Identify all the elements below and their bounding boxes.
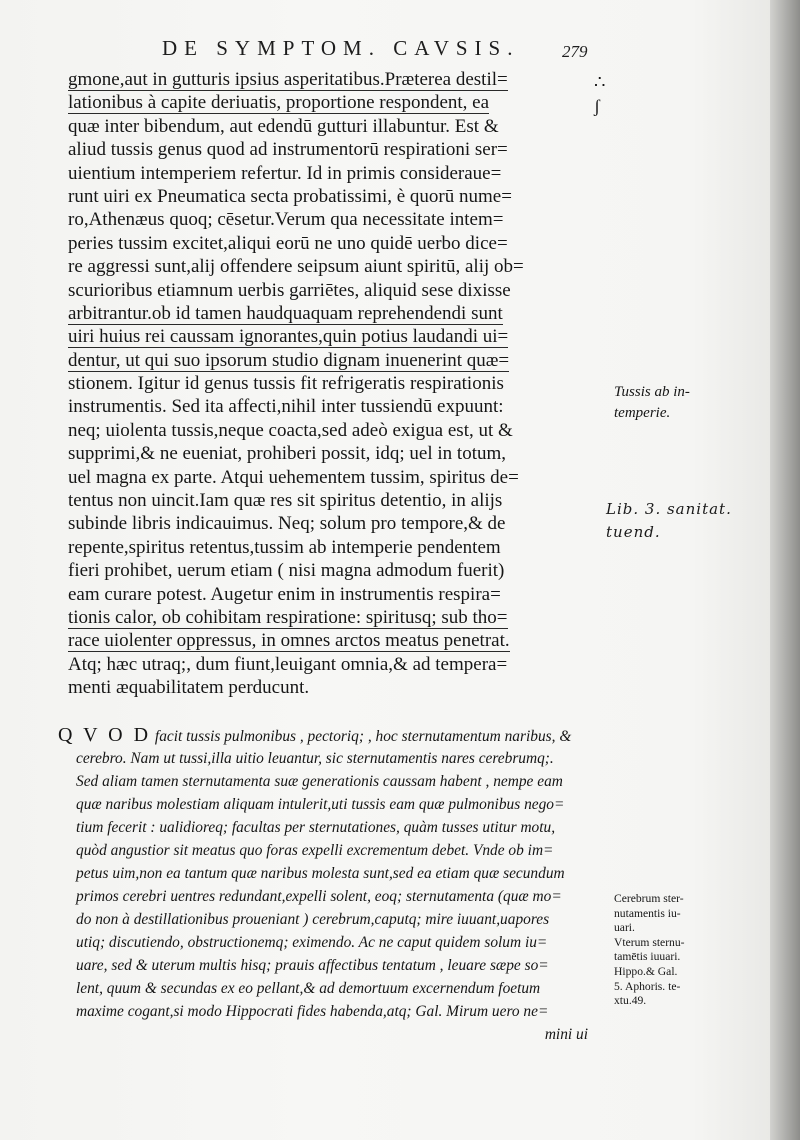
running-head: DE SYMPTOM. CAVSIS.	[162, 36, 520, 60]
text-line: supprimi,& ne eueniat, prohiberi possit, idq; uel in totum,	[68, 443, 507, 465]
text-line: re aggressi sunt,alij offendere seipsum aiunt spiritū, alij ob=	[68, 256, 524, 278]
commentary-line: primos cerebri uentres redundant,expelli solent, eoq; sternutamenta (quæ mo=	[76, 888, 562, 905]
text-line	[68, 325, 598, 348]
handwritten-mark: ʃ	[594, 96, 600, 116]
text-line	[68, 68, 598, 91]
text-line: stionem. Igitur id genus tussis fit refrigeratis respirationis	[68, 373, 504, 395]
commentary-line: do non à destillationibus proueniant ) cerebrum,caputq; mire iuuant,uapores	[76, 911, 550, 928]
text-line	[68, 91, 598, 114]
text-line	[68, 302, 598, 325]
text-line	[68, 349, 598, 372]
page-number: 279	[562, 42, 588, 61]
underlined-text: arbitrantur.ob id tamen haudquaquam reprehendendi sunt	[68, 302, 503, 324]
commentary-block	[58, 724, 594, 1046]
underlined-text: dentur, ut qui suo ipsorum studio dignam inuenerint quæ=	[68, 349, 510, 371]
margin-note-tussis	[614, 382, 714, 424]
text-line: scurioribus etiamnum uerbis garriētes, aliquid sese dixisse	[68, 279, 511, 301]
margin-note-line: Hippo.& Gal.	[614, 964, 678, 978]
commentary-lead-word: Q V O D	[58, 724, 152, 746]
commentary-line: tium fecerit : ualidioreq; facultas per sternutationes, quàm tusses utitur motu,	[76, 819, 556, 836]
text-line: peries tussim excitet,aliqui eorū ne uno quidē uerbo dice=	[68, 232, 508, 254]
margin-note-line: nutamentis iu-	[614, 906, 681, 920]
text-line: uel magna ex parte. Atqui uehementem tussim, spiritus de=	[68, 466, 519, 488]
page-header	[162, 36, 602, 70]
text-line: menti æquabilitatem perducunt.	[68, 677, 310, 699]
commentary-line: quæ naribus molestiam aliquam intulerit,uti tussis eam quæ pulmonibus nego=	[76, 796, 565, 813]
handwritten-margin-note	[606, 498, 766, 544]
margin-note-line: 5. Aphoris. te-	[614, 979, 681, 993]
text-line: neq; uiolenta tussis,neque coacta,sed adeò exigua est, ut &	[68, 419, 513, 441]
underlined-text: lationibus à capite deriuatis, proportione respondent, ea	[68, 92, 490, 114]
text-line: uientium intemperiem refertur. Id in primis consideraue=	[68, 162, 502, 184]
underlined-text: uiri huius rei caussam ignorantes,quin potius laudandi ui=	[68, 326, 509, 348]
handwritten-line: Lib. 3. sanitat.	[606, 500, 732, 518]
commentary-line: utiq; discutiendo, obstructionemq; eximendo. Ac ne caput quidem solum iu=	[76, 934, 548, 951]
text-line	[68, 629, 598, 652]
margin-note-line: tamētis iuuari.	[614, 950, 681, 964]
main-text-block	[68, 68, 598, 700]
underlined-text: race uiolenter oppressus, in omnes arctos meatus penetrat.	[68, 630, 510, 652]
commentary-line	[58, 724, 594, 747]
margin-note-line: Cerebrum ster-	[614, 892, 684, 905]
commentary-line: mini ui	[544, 1026, 588, 1043]
handwritten-line: tuend.	[606, 523, 661, 541]
margin-note-line: xtu.49.	[614, 994, 647, 1008]
page-gutter-shadow	[770, 0, 800, 1140]
commentary-line: quòd angustior sit meatus quo foras expelli excrementum debet. Vnde ob im=	[76, 842, 554, 859]
commentary-text: facit tussis pulmonibus , pectoriq; , hoc sternutamentum naribus, &	[154, 728, 572, 745]
margin-note-cerebrum	[614, 892, 764, 1009]
margin-note-line: temperie.	[614, 405, 671, 421]
underlined-text: tionis calor, ob cohibitam respiratione: spiritusq; sub tho=	[68, 606, 508, 628]
margin-note-line: Vterum sternu-	[614, 935, 685, 949]
text-line: quæ inter bibendum, aut edendū gutturi illabuntur. Est &	[68, 115, 499, 137]
underlined-text: gmone,aut in gutturis ipsius asperitatibus.Præterea destil=	[68, 69, 508, 90]
commentary-line: maxime cogant,si modo Hippocrati fides habenda,atq; Gal. Mirum uero ne=	[76, 1003, 549, 1020]
text-line: ro,Athenæus quoq; cēsetur.Verum qua necessitate intem=	[68, 209, 504, 231]
text-line: subinde libris indicauimus. Neq; solum pro tempore,& de	[68, 513, 506, 535]
commentary-line: cerebro. Nam ut tussi,illa uitio leuantur, sic sternutamentis nares cerebrumq;.	[76, 750, 554, 767]
text-line: instrumentis. Sed ita affecti,nihil inter tussiendū expuunt:	[68, 396, 504, 418]
margin-note-line: Tussis ab in-	[614, 384, 690, 400]
commentary-line: petus uim,non ea tantum quæ naribus molesta sunt,sed ea etiam quæ secundum	[76, 865, 565, 882]
text-line: aliud tussis genus quod ad instrumentorū respirationi ser=	[68, 139, 508, 161]
commentary-line: lent, quum & secundas ex eo pellant,& ad demortuum excernendum foetum	[76, 980, 541, 997]
text-line: fieri prohibet, uerum etiam ( nisi magna admodum fuerit)	[68, 560, 505, 582]
text-line: tentus non uincit.Iam quæ res sit spiritus detentio, in alijs	[68, 490, 503, 512]
text-line: Atq; hæc utraq;, dum fiunt,leuigant omnia,& ad tempera=	[68, 653, 508, 675]
commentary-line: Sed aliam tamen sternutamenta suæ generationis caussam habent , nempe eam	[76, 773, 563, 790]
text-line: eam curare potest. Augetur enim in instrumentis respira=	[68, 583, 501, 605]
text-line	[68, 606, 598, 629]
text-line: repente,spiritus retentus,tussim ab intemperie pendentem	[68, 536, 501, 558]
margin-note-line: uari.	[614, 921, 635, 935]
text-line: runt uiri ex Pneumatica secta probatissimi, è quorū nume=	[68, 185, 512, 207]
commentary-line: uare, sed & uterum multis hisq; prauis affectibus tentatum , leuare sæpe so=	[76, 957, 549, 974]
handwritten-mark: ∴	[594, 72, 606, 92]
